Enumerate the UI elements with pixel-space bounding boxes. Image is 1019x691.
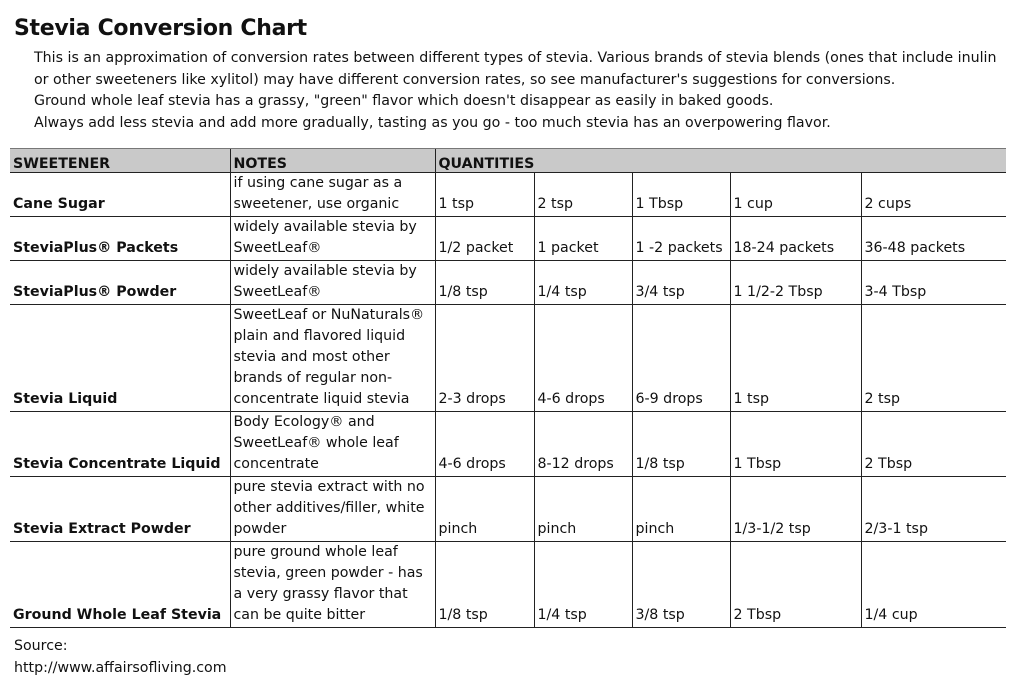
quantity-cell: 1/3-1/2 tsp xyxy=(730,477,861,542)
intro-paragraph: Always add less stevia and add more gradually, tasting as you go - too much stevia has an overpowering flavor. xyxy=(34,114,831,131)
quantity-cell: 36-48 packets xyxy=(861,217,1006,261)
quantity-cell: 2 tsp xyxy=(534,173,632,217)
conversion-table xyxy=(10,148,1006,628)
quantity-cell: 1/8 tsp xyxy=(435,542,534,628)
sweetener-notes: widely available stevia by SweetLeaf® xyxy=(230,261,435,305)
quantity-cell: 1/4 tsp xyxy=(534,542,632,628)
page-title: Stevia Conversion Chart xyxy=(14,16,307,41)
quantity-cell: 2 Tbsp xyxy=(730,542,861,628)
quantity-cell: 1/2 packet xyxy=(435,217,534,261)
header-notes: NOTES xyxy=(230,149,435,173)
sweetener-notes: pure stevia extract with no other additives/filler, white powder xyxy=(230,477,435,542)
quantity-cell: 1 1/2-2 Tbsp xyxy=(730,261,861,305)
table-row xyxy=(10,217,1006,261)
table-row xyxy=(10,542,1006,628)
table-row xyxy=(10,261,1006,305)
quantity-cell: 18-24 packets xyxy=(730,217,861,261)
quantity-cell: 4-6 drops xyxy=(435,412,534,477)
sweetener-notes: if using cane sugar as a sweetener, use organic xyxy=(230,173,435,217)
quantity-cell: 1 tsp xyxy=(435,173,534,217)
header-quantities: QUANTITIES xyxy=(435,149,1006,173)
sweetener-name: Stevia Concentrate Liquid xyxy=(10,412,230,477)
sweetener-name: SteviaPlus® Powder xyxy=(10,261,230,305)
source-block xyxy=(14,635,227,679)
table-header-row xyxy=(10,149,1006,173)
source-label: Source: xyxy=(14,638,68,654)
quantity-cell: 1 cup xyxy=(730,173,861,217)
quantity-cell: pinch xyxy=(534,477,632,542)
quantity-cell: 8-12 drops xyxy=(534,412,632,477)
intro-paragraph: Ground whole leaf stevia has a grassy, "green" flavor which doesn't disappear as easily in baked goods. xyxy=(34,93,774,109)
sweetener-notes: Body Ecology® and SweetLeaf® whole leaf concentrate xyxy=(230,412,435,477)
header-sweetener: SWEETENER xyxy=(10,149,230,173)
quantity-cell: pinch xyxy=(632,477,730,542)
quantity-cell: 1/8 tsp xyxy=(435,261,534,305)
quantity-cell: 1 -2 packets xyxy=(632,217,730,261)
intro-paragraph: This is an approximation of conversion rates between different types of stevia. Various brands of stevia blends (ones that include inulin or other sweeteners like xylitol) may have different conversion rates, so see manufacturer's suggestions for conversions. xyxy=(34,50,997,88)
sweetener-notes: pure ground whole leaf stevia, green powder - has a very grassy flavor that can be quite bitter xyxy=(230,542,435,628)
intro-text xyxy=(34,48,1009,134)
quantity-cell: 1/4 tsp xyxy=(534,261,632,305)
quantity-cell: 3/8 tsp xyxy=(632,542,730,628)
table-row xyxy=(10,477,1006,542)
sweetener-name: Cane Sugar xyxy=(10,173,230,217)
quantity-cell: 2 tsp xyxy=(861,305,1006,412)
table-row xyxy=(10,305,1006,412)
quantity-cell: 2 cups xyxy=(861,173,1006,217)
quantity-cell: 3/4 tsp xyxy=(632,261,730,305)
sweetener-name: Stevia Liquid xyxy=(10,305,230,412)
quantity-cell: 1/4 cup xyxy=(861,542,1006,628)
quantity-cell: 1/8 tsp xyxy=(632,412,730,477)
quantity-cell: 1 Tbsp xyxy=(632,173,730,217)
quantity-cell: 1 packet xyxy=(534,217,632,261)
quantity-cell: 2-3 drops xyxy=(435,305,534,412)
quantity-cell: 6-9 drops xyxy=(632,305,730,412)
table-row xyxy=(10,173,1006,217)
quantity-cell: 4-6 drops xyxy=(534,305,632,412)
sweetener-notes: SweetLeaf or NuNaturals® plain and flavored liquid stevia and most other brands of regular non-concentrate liquid stevia xyxy=(230,305,435,412)
quantity-cell: 1 Tbsp xyxy=(730,412,861,477)
source-link[interactable]: http://www.affairsofliving.com xyxy=(14,660,227,676)
table-row xyxy=(10,412,1006,477)
sweetener-name: Ground Whole Leaf Stevia xyxy=(10,542,230,628)
quantity-cell: 1 tsp xyxy=(730,305,861,412)
quantity-cell: 2 Tbsp xyxy=(861,412,1006,477)
sweetener-name: Stevia Extract Powder xyxy=(10,477,230,542)
quantity-cell: pinch xyxy=(435,477,534,542)
quantity-cell: 3-4 Tbsp xyxy=(861,261,1006,305)
sweetener-notes: widely available stevia by SweetLeaf® xyxy=(230,217,435,261)
quantity-cell: 2/3-1 tsp xyxy=(861,477,1006,542)
sweetener-name: SteviaPlus® Packets xyxy=(10,217,230,261)
